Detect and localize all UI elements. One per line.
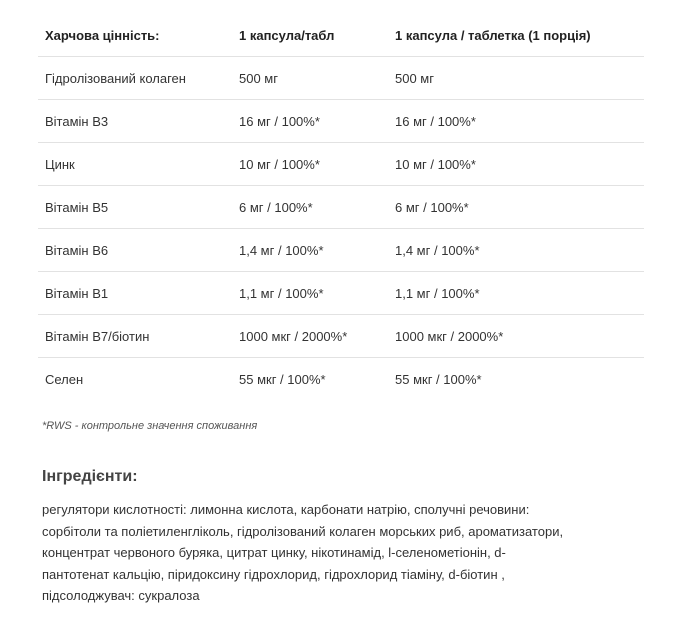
header-per-capsule: 1 капсула/табл	[232, 14, 388, 57]
ingredients-line: регулятори кислотності: лимонна кислота, карбонати натрію, сполучні речовини:	[42, 502, 530, 517]
nutrient-name: Вітамін В6	[38, 229, 232, 272]
amount-per-capsule: 16 мг / 100%*	[232, 100, 388, 143]
nutrient-name: Вітамін В7/біотин	[38, 315, 232, 358]
nutrient-name: Цинк	[38, 143, 232, 186]
header-nutrition-value: Харчова цінність:	[38, 14, 232, 57]
table-row	[38, 229, 644, 272]
nutrition-table-header-row	[38, 14, 644, 57]
amount-per-capsule: 1000 мкг / 2000%*	[232, 315, 388, 358]
nutrient-name: Вітамін В5	[38, 186, 232, 229]
ingredients-text	[42, 499, 642, 607]
ingredients-line: підсолоджувач: сукралоза	[42, 588, 200, 603]
amount-per-serving: 1000 мкг / 2000%*	[388, 315, 644, 358]
table-row	[38, 272, 644, 315]
table-row	[38, 315, 644, 358]
amount-per-serving: 16 мг / 100%*	[388, 100, 644, 143]
amount-per-serving: 1,1 мг / 100%*	[388, 272, 644, 315]
table-row	[38, 100, 644, 143]
nutrient-name: Селен	[45, 371, 84, 387]
ingredients-line: концентрат червоного буряка, цитрат цинку, нікотинамід, l-селенометіонін, d-	[42, 545, 506, 560]
amount-per-serving: 10 мг / 100%*	[388, 143, 644, 186]
ingredients-line: пантотенат кальцію, піридоксину гідрохлорид, гідрохлорид тіаміну, d-біотин ,	[42, 566, 505, 582]
amount-per-serving: 55 мкг / 100%*	[395, 371, 482, 387]
table-row	[38, 143, 644, 186]
amount-per-serving: 6 мг / 100%*	[388, 186, 644, 229]
table-row	[38, 358, 644, 401]
amount-per-capsule: 1,1 мг / 100%*	[232, 272, 388, 315]
amount-per-capsule: 10 мг / 100%*	[232, 143, 388, 186]
ingredients-line: сорбітоли та поліетиленгліколь, гідролізований колаген морських риб, ароматизатори,	[42, 523, 564, 539]
amount-per-capsule: 55 мкг / 100%*	[239, 371, 326, 387]
rws-footnote: *RWS - контрольне значення споживання	[42, 420, 258, 432]
nutrient-name: Гідролізований колаген	[38, 57, 232, 100]
amount-per-serving: 1,4 мг / 100%*	[388, 229, 644, 272]
table-row	[38, 186, 644, 229]
table-row	[38, 57, 644, 100]
amount-per-serving: 500 мг	[388, 57, 644, 100]
product-info	[38, 14, 644, 607]
header-per-serving: 1 капсула / таблетка (1 порція)	[388, 14, 644, 57]
nutrient-name: Вітамін В1	[38, 272, 232, 315]
nutrition-table	[38, 14, 644, 400]
nutrient-name: Вітамін В3	[38, 100, 232, 143]
amount-per-capsule: 6 мг / 100%*	[232, 186, 388, 229]
ingredients-heading: Інгредієнти:	[42, 468, 138, 485]
amount-per-capsule: 1,4 мг / 100%*	[232, 229, 388, 272]
amount-per-capsule: 500 мг	[232, 57, 388, 100]
